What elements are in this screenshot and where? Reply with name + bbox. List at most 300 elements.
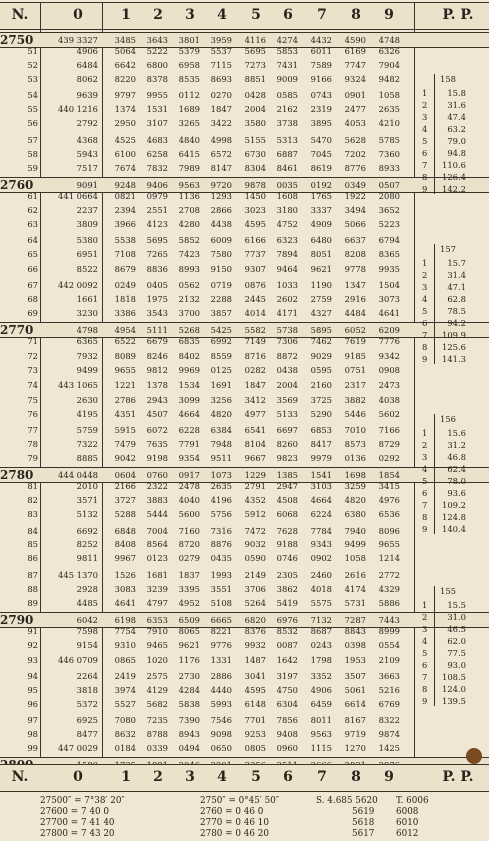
cell-col-5: 4977 bbox=[244, 408, 266, 419]
pp-digit: 8 bbox=[422, 172, 428, 182]
cell-col-7: 5470 bbox=[310, 134, 332, 145]
cell-col-7: 8011 bbox=[310, 714, 332, 725]
cell-col-9: 5602 bbox=[378, 408, 400, 419]
cell-col-5: 4595 bbox=[244, 219, 266, 230]
cell-col-5: 2004 bbox=[244, 104, 266, 115]
cell-col-0: 3230 bbox=[76, 308, 98, 319]
pp-value: 124.0 bbox=[442, 684, 466, 694]
cell-col-0: 2630 bbox=[76, 394, 98, 405]
table-row bbox=[0, 46, 489, 57]
cell-col-1: 7080 bbox=[114, 714, 136, 725]
cell-col-2: 1531 bbox=[146, 104, 168, 115]
cell-col-9: 5886 bbox=[378, 597, 400, 608]
cell-col-8: 0901 bbox=[344, 90, 366, 101]
cell-col-7: 5575 bbox=[310, 597, 332, 608]
cell-col-2: 6353 bbox=[146, 615, 168, 626]
row-number: 77 bbox=[27, 424, 38, 435]
row-number: 67 bbox=[27, 279, 38, 290]
cell-col-7: 2319 bbox=[310, 104, 332, 115]
footnote-cell: 2780 = 0 46 20 bbox=[200, 829, 269, 839]
row-number: 74 bbox=[27, 380, 38, 391]
cell-col-4: 6992 bbox=[210, 336, 232, 347]
pp-digit: 6 bbox=[422, 660, 428, 670]
cell-col-4: 3959 bbox=[210, 35, 232, 45]
pp-value: 79.0 bbox=[447, 136, 466, 146]
cell-col-9: 5223 bbox=[378, 219, 400, 230]
cell-col-0: 441 0664 bbox=[58, 191, 98, 202]
cell-col-2: 7910 bbox=[146, 626, 168, 637]
cell-col-7: 4018 bbox=[310, 583, 332, 594]
cell-col-0: 444 0448 bbox=[58, 470, 98, 481]
table-row bbox=[0, 149, 489, 160]
row-number: 93 bbox=[27, 654, 38, 665]
cell-col-4: 2886 bbox=[210, 670, 232, 681]
cell-col-6: 9009 bbox=[276, 73, 298, 84]
cell-col-8: 1270 bbox=[344, 743, 366, 754]
pp-digit: 4 bbox=[422, 636, 428, 646]
cell-col-2: 7235 bbox=[146, 714, 168, 725]
cell-col-6: 2004 bbox=[276, 380, 298, 391]
cell-col-4: 4438 bbox=[210, 219, 232, 230]
table-row bbox=[0, 104, 489, 115]
row-number: 58 bbox=[27, 148, 38, 159]
pp-value: 109.2 bbox=[442, 500, 466, 510]
row-number: 86 bbox=[27, 553, 38, 564]
cell-col-4: 9720 bbox=[210, 180, 232, 191]
cell-col-1: 8220 bbox=[114, 73, 136, 84]
cell-col-5: 6148 bbox=[244, 698, 266, 709]
cell-col-3: 1689 bbox=[178, 104, 200, 115]
pp-divider bbox=[434, 414, 435, 534]
cell-col-5: 5155 bbox=[244, 134, 266, 145]
footer-col-7: 7 bbox=[317, 769, 327, 785]
cell-col-2: 9955 bbox=[146, 90, 168, 101]
cell-col-9: 8999 bbox=[378, 626, 400, 637]
footnote-cell: 27800 = 7 43 20 bbox=[40, 829, 115, 839]
pp-digit: 3 bbox=[422, 452, 428, 462]
cell-col-8: 4053 bbox=[344, 118, 366, 129]
cell-col-1: 2394 bbox=[114, 205, 136, 215]
cell-col-4: 1073 bbox=[210, 470, 232, 481]
cell-col-6: 4508 bbox=[276, 495, 298, 506]
cell-col-9: 3663 bbox=[378, 670, 400, 681]
pp-digit: 2 bbox=[422, 612, 428, 622]
cell-col-7: 4906 bbox=[310, 684, 332, 695]
cell-col-4: 6572 bbox=[210, 148, 232, 159]
cell-col-4: 5425 bbox=[210, 325, 232, 336]
cell-col-2: 1975 bbox=[146, 293, 168, 304]
cell-col-7: 4327 bbox=[310, 308, 332, 319]
row-number: 59 bbox=[27, 162, 38, 173]
cell-col-4: 1847 bbox=[210, 104, 232, 115]
cell-col-4: 1293 bbox=[210, 191, 232, 202]
cell-col-0: 6365 bbox=[76, 336, 98, 347]
cell-col-6: 5133 bbox=[276, 408, 298, 419]
cell-col-3: 0917 bbox=[178, 470, 200, 481]
table-row bbox=[0, 453, 489, 464]
cell-col-6: 6887 bbox=[276, 148, 298, 159]
cell-col-5: 7701 bbox=[244, 714, 266, 725]
cell-col-8: 8843 bbox=[344, 626, 366, 637]
cell-col-8: 0751 bbox=[344, 364, 366, 375]
cell-col-9: 6794 bbox=[378, 235, 400, 246]
cell-col-1: 1221 bbox=[114, 380, 136, 391]
cell-col-1: 1818 bbox=[114, 293, 136, 304]
pp-digit: 1 bbox=[422, 258, 428, 268]
cell-col-6: 9464 bbox=[276, 263, 298, 274]
cell-col-5: 5695 bbox=[244, 46, 266, 56]
table-row bbox=[0, 280, 489, 291]
pp-block-head: 157 bbox=[440, 244, 456, 254]
cell-col-2: 3239 bbox=[146, 583, 168, 594]
pp-value: 93.0 bbox=[447, 660, 466, 670]
footer-col-2: 2 bbox=[153, 769, 163, 785]
cell-col-6: 7431 bbox=[276, 59, 298, 70]
cell-col-0: 2010 bbox=[76, 481, 98, 492]
pp-digit: 7 bbox=[422, 160, 428, 170]
row-number: 72 bbox=[27, 350, 38, 361]
table-row bbox=[0, 626, 489, 637]
cell-col-1: 9042 bbox=[114, 453, 136, 464]
cell-col-7: 6011 bbox=[310, 46, 332, 56]
cell-col-8: 7010 bbox=[344, 424, 366, 435]
table-row bbox=[0, 409, 489, 420]
cell-col-9: 8365 bbox=[378, 249, 400, 260]
cell-col-0: 5943 bbox=[76, 148, 98, 159]
pp-value: 15.8 bbox=[447, 88, 466, 98]
cell-col-9: 7776 bbox=[378, 336, 400, 347]
cell-col-4: 9776 bbox=[210, 640, 232, 651]
table-row bbox=[0, 365, 489, 376]
cell-col-5: 6730 bbox=[244, 148, 266, 159]
cell-col-8: 7747 bbox=[344, 59, 366, 70]
cell-col-3: 2708 bbox=[178, 205, 200, 215]
cell-col-0: 4368 bbox=[76, 134, 98, 145]
pp-value: 31.4 bbox=[447, 270, 466, 280]
cell-col-2: 1378 bbox=[146, 380, 168, 391]
footer-col-6: 6 bbox=[283, 769, 293, 785]
pp-value: 94.8 bbox=[447, 148, 466, 158]
cell-col-7: 3352 bbox=[310, 670, 332, 681]
cell-col-5: 6541 bbox=[244, 424, 266, 435]
header-col-2: 2 bbox=[153, 7, 163, 23]
cell-col-2: 3883 bbox=[146, 495, 168, 506]
cell-col-1: 9655 bbox=[114, 364, 136, 375]
cell-col-8: 6169 bbox=[344, 46, 366, 56]
footer-pp: P. P. bbox=[442, 769, 474, 785]
row-number: 69 bbox=[27, 308, 38, 319]
cell-col-6: 8532 bbox=[276, 626, 298, 637]
cell-col-3: 5379 bbox=[178, 46, 200, 56]
pp-digit: 3 bbox=[422, 624, 428, 634]
table-row bbox=[0, 439, 489, 450]
cell-col-7: 9029 bbox=[310, 350, 332, 361]
cell-col-9: 5216 bbox=[378, 684, 400, 695]
cell-col-2: 6072 bbox=[146, 424, 168, 435]
cell-col-3: 8993 bbox=[178, 263, 200, 274]
cell-col-3: 8943 bbox=[178, 728, 200, 739]
pp-digit: 9 bbox=[422, 184, 428, 194]
pp-digit: 8 bbox=[422, 684, 428, 694]
cell-col-1: 5538 bbox=[114, 235, 136, 246]
cell-col-0: 447 0029 bbox=[58, 743, 98, 754]
footnote-cell: 27500″ = 7°38′ 20″ bbox=[40, 796, 125, 806]
cell-col-9: 4976 bbox=[378, 495, 400, 506]
cell-col-8: 3259 bbox=[344, 481, 366, 492]
cell-col-2: 3643 bbox=[146, 35, 168, 45]
pp-digit: 3 bbox=[422, 282, 428, 292]
table-row bbox=[0, 655, 489, 666]
cell-col-7: 9166 bbox=[310, 73, 332, 84]
cell-col-3: 3801 bbox=[178, 35, 200, 45]
cell-col-9: 3415 bbox=[378, 481, 400, 492]
cell-col-4: 8147 bbox=[210, 162, 232, 173]
cell-col-1: 9248 bbox=[114, 180, 136, 191]
cell-col-6: 2947 bbox=[276, 481, 298, 492]
pp-digit: 2 bbox=[422, 100, 428, 110]
cell-col-7: 1765 bbox=[310, 191, 332, 202]
row-number: 95 bbox=[27, 684, 38, 695]
cell-col-2: 0760 bbox=[146, 470, 168, 481]
cell-col-7: 4664 bbox=[310, 495, 332, 506]
table-row bbox=[0, 264, 489, 275]
cell-col-7: 7784 bbox=[310, 525, 332, 536]
cell-col-2: 5682 bbox=[146, 698, 168, 709]
cell-col-3: 8065 bbox=[178, 626, 200, 637]
cell-col-2: 4129 bbox=[146, 684, 168, 695]
page-stain bbox=[466, 748, 482, 764]
cell-col-5: 9667 bbox=[244, 453, 266, 464]
pp-value: 47.4 bbox=[447, 112, 466, 122]
header-col-9: 9 bbox=[384, 7, 394, 23]
cell-col-9: 6209 bbox=[378, 325, 400, 336]
cell-col-3: 5838 bbox=[178, 698, 200, 709]
cell-col-8: 2616 bbox=[344, 569, 366, 580]
cell-col-7: 0743 bbox=[310, 90, 332, 101]
cell-col-6: 6068 bbox=[276, 509, 298, 520]
cell-col-5: 8376 bbox=[244, 626, 266, 637]
cell-col-9: 0292 bbox=[378, 453, 400, 464]
cell-col-8: 7619 bbox=[344, 336, 366, 347]
cell-col-3: 1176 bbox=[178, 654, 200, 665]
cell-col-2: 6258 bbox=[146, 148, 168, 159]
cell-col-6: 3180 bbox=[276, 205, 298, 215]
cell-col-1: 0184 bbox=[114, 743, 136, 754]
cell-col-4: 0650 bbox=[210, 743, 232, 754]
cell-col-9: 1854 bbox=[378, 470, 400, 481]
cell-col-5: 8716 bbox=[244, 350, 266, 361]
cell-col-5: 5912 bbox=[244, 509, 266, 520]
cell-col-1: 5915 bbox=[114, 424, 136, 435]
cell-col-2: 3543 bbox=[146, 308, 168, 319]
cell-col-7: 3103 bbox=[310, 481, 332, 492]
cell-col-8: 4484 bbox=[344, 308, 366, 319]
cell-col-8: 9499 bbox=[344, 539, 366, 550]
cell-col-3: 2730 bbox=[178, 670, 200, 681]
cell-col-0: 6042 bbox=[76, 615, 98, 626]
cell-col-1: 6100 bbox=[114, 148, 136, 159]
cell-col-0: 9091 bbox=[76, 180, 98, 191]
cell-col-6: 0087 bbox=[276, 640, 298, 651]
table-row bbox=[0, 495, 489, 506]
cell-col-7: 7462 bbox=[310, 336, 332, 347]
row-number: 2790 bbox=[0, 613, 34, 628]
cell-col-1: 4525 bbox=[114, 134, 136, 145]
cell-col-1: 7674 bbox=[114, 162, 136, 173]
cell-col-0: 8477 bbox=[76, 728, 98, 739]
cell-col-2: 4797 bbox=[146, 597, 168, 608]
pp-value: 62.4 bbox=[447, 464, 466, 474]
pp-value: 62.0 bbox=[447, 636, 466, 646]
pp-value: 62.8 bbox=[447, 294, 466, 304]
cell-col-9: 4329 bbox=[378, 583, 400, 594]
cell-col-3: 3099 bbox=[178, 394, 200, 405]
pp-digit: 3 bbox=[422, 112, 428, 122]
cell-col-8: 6637 bbox=[344, 235, 366, 246]
cell-col-1: 2950 bbox=[114, 118, 136, 129]
cell-col-6: 3197 bbox=[276, 670, 298, 681]
cell-col-5: 3041 bbox=[244, 670, 266, 681]
cell-col-3: 0562 bbox=[178, 279, 200, 290]
footnote-cell: 6012 bbox=[396, 829, 419, 839]
cell-col-3: 3700 bbox=[178, 308, 200, 319]
pp-digit: 5 bbox=[422, 476, 428, 486]
cell-col-2: 8378 bbox=[146, 73, 168, 84]
cell-col-0: 1661 bbox=[76, 293, 98, 304]
pp-digit: 8 bbox=[422, 512, 428, 522]
cell-col-5: 0590 bbox=[244, 553, 266, 564]
cell-col-8: 0136 bbox=[344, 453, 366, 464]
table-row bbox=[0, 336, 489, 347]
cell-col-6: 3862 bbox=[276, 583, 298, 594]
cell-col-2: 9465 bbox=[146, 640, 168, 651]
cell-col-4: 7316 bbox=[210, 525, 232, 536]
cell-col-5: 7149 bbox=[244, 336, 266, 347]
header-col-7: 7 bbox=[317, 7, 327, 23]
row-number: 66 bbox=[27, 263, 38, 274]
cell-col-8: 1922 bbox=[344, 191, 366, 202]
cell-col-1: 0865 bbox=[114, 654, 136, 665]
cell-col-9: 7443 bbox=[378, 615, 400, 626]
cell-col-5: 0428 bbox=[244, 90, 266, 101]
cell-col-6: 1033 bbox=[276, 279, 298, 290]
cell-col-9: 4210 bbox=[378, 118, 400, 129]
cell-col-9: 0554 bbox=[378, 640, 400, 651]
cell-col-8: 8167 bbox=[344, 714, 366, 725]
cell-col-0: 439 3327 bbox=[58, 35, 98, 45]
cell-col-3: 8720 bbox=[178, 539, 200, 550]
table-row bbox=[0, 584, 489, 595]
cell-col-8: 2317 bbox=[344, 380, 366, 391]
cell-col-1: 1374 bbox=[114, 104, 136, 115]
cell-col-6: 3738 bbox=[276, 118, 298, 129]
cell-col-3: 0112 bbox=[178, 90, 200, 101]
cell-col-9: 3652 bbox=[378, 205, 400, 215]
cell-col-5: 7737 bbox=[244, 249, 266, 260]
cell-col-3: 7390 bbox=[178, 714, 200, 725]
table-row bbox=[0, 526, 489, 537]
row-number: 83 bbox=[27, 509, 38, 520]
cell-col-4: 0435 bbox=[210, 553, 232, 564]
table-row bbox=[0, 509, 489, 520]
table-row bbox=[0, 249, 489, 260]
cell-col-8: 9719 bbox=[344, 728, 366, 739]
row-number: 85 bbox=[27, 539, 38, 550]
cell-col-9: 9655 bbox=[378, 539, 400, 550]
cell-col-2: 4683 bbox=[146, 134, 168, 145]
cell-col-0: 9154 bbox=[76, 640, 98, 651]
cell-col-3: 2478 bbox=[178, 481, 200, 492]
cell-col-6: 7628 bbox=[276, 525, 298, 536]
cell-col-9: 9935 bbox=[378, 263, 400, 274]
pp-value: 124.8 bbox=[442, 512, 466, 522]
cell-col-7: 2160 bbox=[310, 380, 332, 391]
cell-col-5: 6166 bbox=[244, 235, 266, 246]
cell-col-9: 4038 bbox=[378, 394, 400, 405]
cell-col-0: 440 1216 bbox=[58, 104, 98, 115]
pp-value: 142.2 bbox=[442, 184, 466, 194]
table-row bbox=[0, 598, 489, 609]
cell-col-4: 8221 bbox=[210, 626, 232, 637]
cell-col-6: 0438 bbox=[276, 364, 298, 375]
table-row bbox=[0, 135, 489, 146]
cell-col-3: 5600 bbox=[178, 509, 200, 520]
cell-col-7: 9621 bbox=[310, 263, 332, 274]
cell-col-2: 7635 bbox=[146, 439, 168, 450]
header-col-4: 4 bbox=[217, 7, 227, 23]
cell-col-0: 2792 bbox=[76, 118, 98, 129]
cell-col-8: 3494 bbox=[344, 205, 366, 215]
cell-col-3: 0494 bbox=[178, 743, 200, 754]
row-number: 88 bbox=[27, 583, 38, 594]
cell-col-7: 1115 bbox=[310, 743, 332, 754]
cell-col-9: 5785 bbox=[378, 134, 400, 145]
cell-col-9: 7904 bbox=[378, 59, 400, 70]
row-number: 89 bbox=[27, 597, 38, 608]
cell-col-9: 8322 bbox=[378, 714, 400, 725]
row-number: 73 bbox=[27, 364, 38, 375]
pp-divider bbox=[434, 74, 435, 194]
cell-col-3: 4284 bbox=[178, 684, 200, 695]
cell-col-5: 4116 bbox=[244, 35, 266, 45]
cell-col-5: 3412 bbox=[244, 394, 266, 405]
table-row bbox=[0, 699, 489, 710]
cell-col-8: 8776 bbox=[344, 162, 366, 173]
footnote-cell: 6010 bbox=[396, 818, 419, 828]
cell-col-9: 4748 bbox=[378, 35, 400, 45]
cell-col-4: 3551 bbox=[210, 583, 232, 594]
cell-col-0: 4485 bbox=[76, 597, 98, 608]
cell-col-3: 6835 bbox=[178, 336, 200, 347]
row-number: 81 bbox=[27, 481, 38, 492]
cell-col-0: 8522 bbox=[76, 263, 98, 274]
cell-col-6: 1385 bbox=[276, 470, 298, 481]
cell-col-8: 6052 bbox=[344, 325, 366, 336]
pp-value: 125.6 bbox=[442, 342, 466, 352]
table-row bbox=[0, 191, 489, 202]
cell-col-7: 8687 bbox=[310, 626, 332, 637]
cell-col-4: 8876 bbox=[210, 539, 232, 550]
cell-col-7: 8619 bbox=[310, 162, 332, 173]
header-pp: P. P. bbox=[442, 7, 474, 23]
cell-col-0: 6951 bbox=[76, 249, 98, 260]
row-number: 65 bbox=[27, 249, 38, 260]
cell-col-0: 5132 bbox=[76, 509, 98, 520]
pp-digit: 2 bbox=[422, 440, 428, 450]
cell-col-8: 3882 bbox=[344, 394, 366, 405]
footnote-cell: 5617 bbox=[352, 829, 375, 839]
cell-col-0: 3809 bbox=[76, 219, 98, 230]
